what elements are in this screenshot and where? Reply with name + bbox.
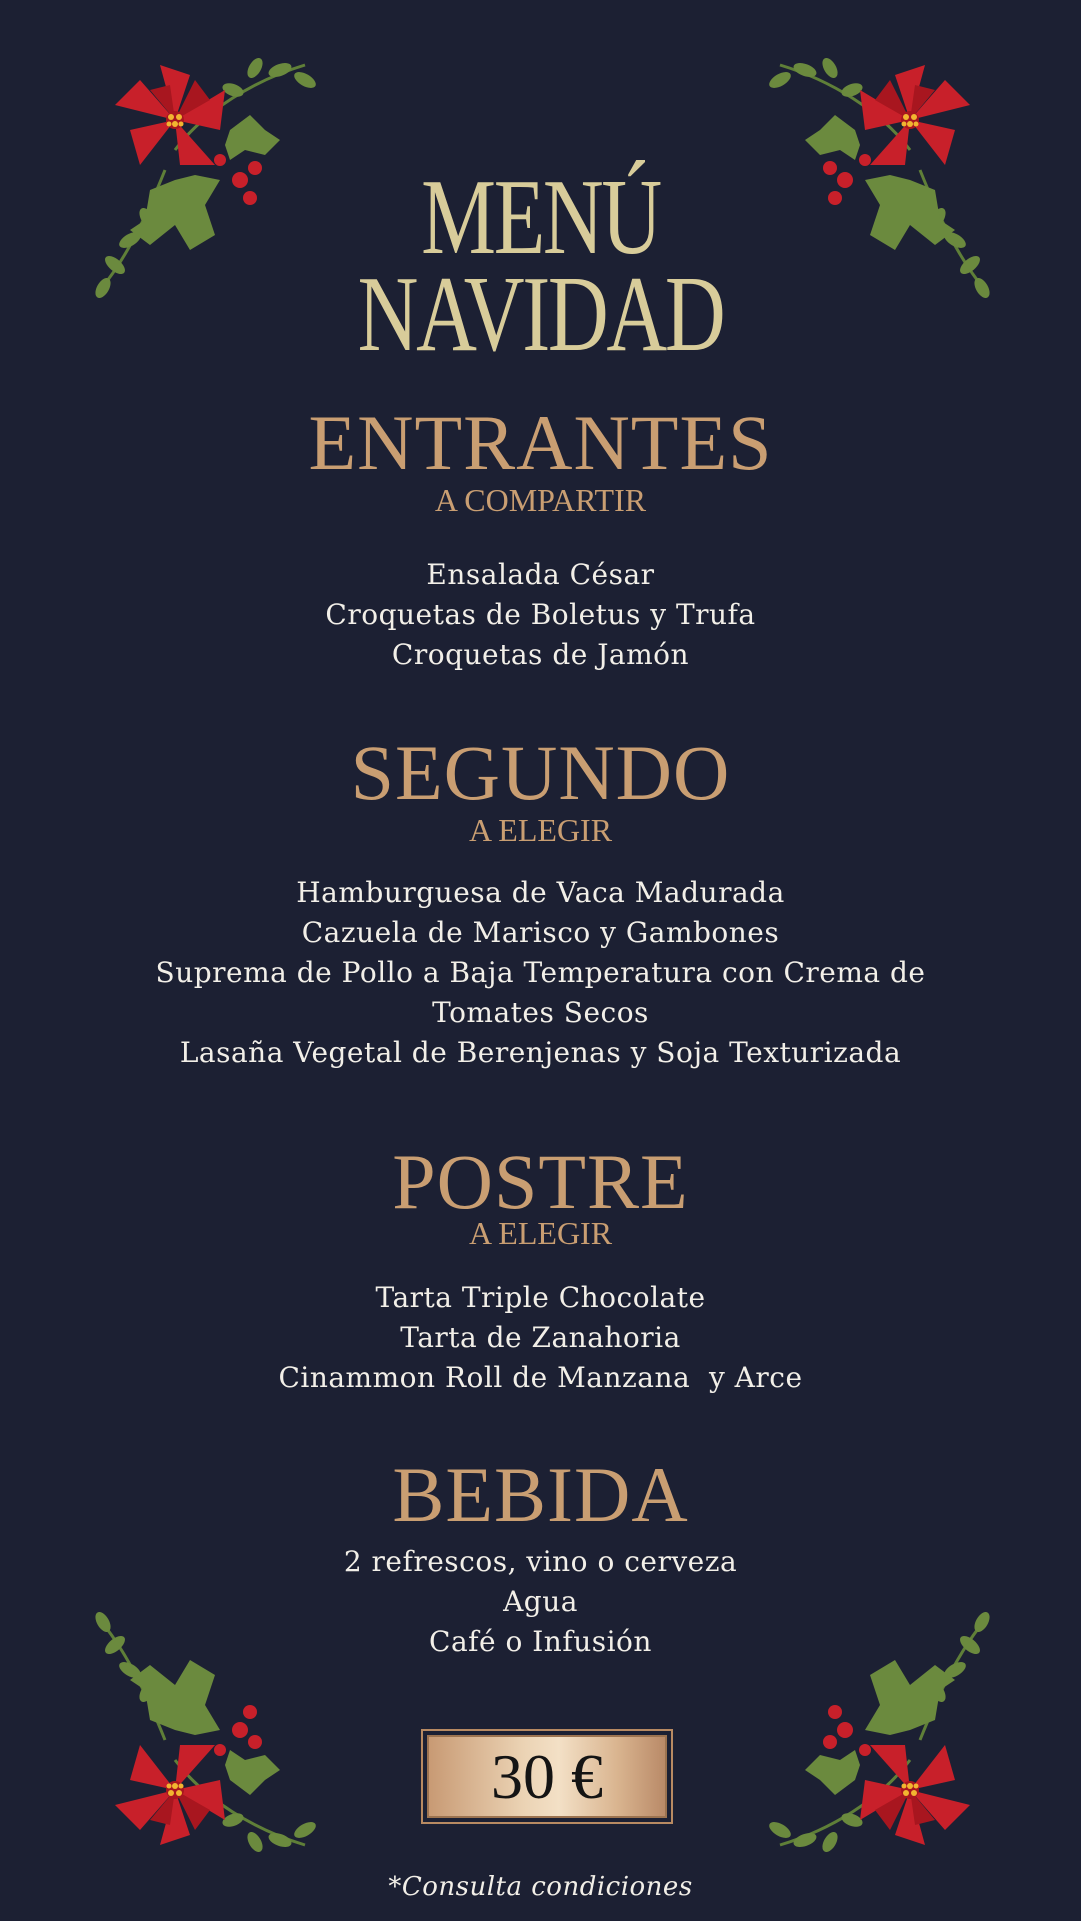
menu-item: Tarta Triple Chocolate (375, 1281, 706, 1314)
menu-item: Croquetas de Jamón (391, 638, 690, 671)
menu-item: Cazuela de Marisco y Gambones (301, 916, 780, 949)
section-title-bebida: BEBIDA (392, 1451, 689, 1538)
section-items-entrantes (0, 555, 1081, 675)
menu-item: Lasaña Vegetal de Berenjenas y Soja Texturizada (179, 1036, 902, 1069)
menu-item: Tarta de Zanahoria (400, 1321, 681, 1354)
price-value: 30 € (427, 1735, 667, 1818)
menu-item: Croquetas de Boletus y Trufa (325, 598, 756, 631)
menu-item: 2 refrescos, vino o cerveza (343, 1545, 738, 1578)
section-items-bebida (0, 1542, 1081, 1662)
conditions-note: *Consulta condiciones (388, 1872, 693, 1902)
menu-item: Ensalada César (426, 558, 655, 591)
section-items-segundo (0, 873, 1081, 1073)
section-title-entrantes: ENTRANTES (308, 399, 773, 486)
menu-item: Cinammon Roll de Manzana y Arce (278, 1361, 803, 1394)
section-subtitle-segundo: A ELEGIR (468, 812, 613, 848)
menu-item: Agua (503, 1585, 578, 1618)
section-title-postre: POSTRE (392, 1138, 689, 1225)
menu-item: Suprema de Pollo a Baja Temperatura con Crema de (155, 956, 926, 989)
section-subtitle-entrantes: A COMPARTIR (434, 482, 647, 518)
menu-item: Café o Infusión (429, 1625, 652, 1658)
price-badge (421, 1729, 673, 1824)
menu-title-line2: NAVIDAD (357, 255, 724, 374)
menu-item: Hamburguesa de Vaca Madurada (296, 876, 785, 909)
menu-title-line1: MENÚ (421, 158, 660, 277)
section-subtitle-postre: A ELEGIR (468, 1215, 613, 1251)
section-title-segundo: SEGUNDO (350, 729, 731, 816)
section-items-postre (0, 1278, 1081, 1398)
menu-item: Tomates Secos (432, 996, 649, 1029)
